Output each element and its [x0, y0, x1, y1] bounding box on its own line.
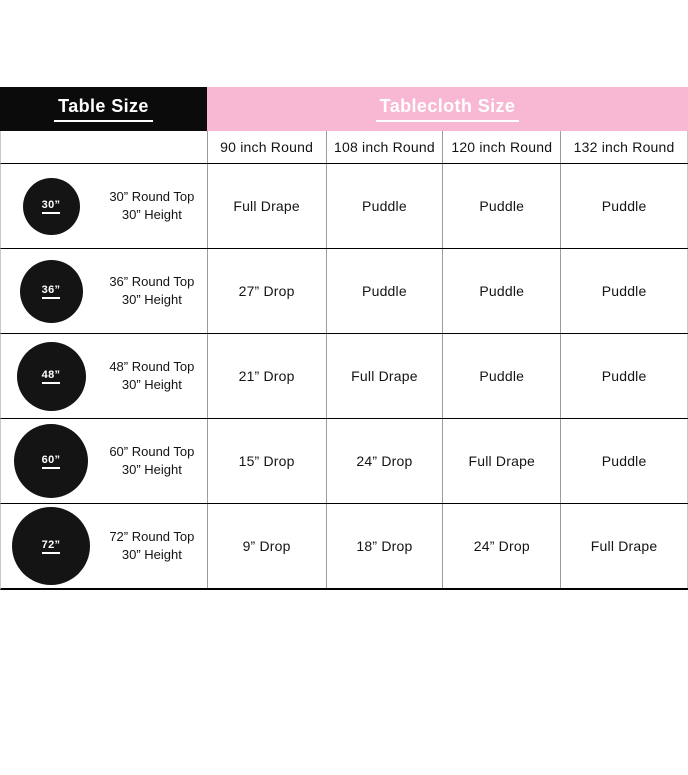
fit-cell-30-90: Full Drape [208, 164, 327, 248]
table-icon-wrap [1, 260, 101, 323]
fit-cell-30-120: Puddle [443, 164, 561, 248]
table-size-cell-60 [1, 419, 208, 503]
table-diameter-label: 48” [42, 369, 61, 384]
table-description-line1: 36” Round Top [109, 274, 195, 289]
column-header-row [0, 131, 688, 164]
round-table-72-icon [12, 507, 90, 585]
table-description [101, 358, 207, 394]
table-size-cell-72 [1, 504, 208, 588]
tablecloth-sizing-chart [0, 87, 688, 590]
column-header-spacer [1, 131, 208, 163]
table-row-30 [0, 164, 688, 249]
table-description [101, 188, 207, 224]
fit-cell-48-90: 21” Drop [208, 334, 327, 418]
fit-cell-60-90: 15” Drop [208, 419, 327, 503]
fit-cell-72-132: Full Drape [561, 504, 688, 588]
table-size-cell-48 [1, 334, 208, 418]
fit-cell-36-120: Puddle [443, 249, 561, 333]
table-description-line2: 30” Height [121, 547, 182, 562]
column-header-90-inch: 90 inch Round [208, 131, 327, 163]
table-diameter-label: 30” [42, 199, 61, 214]
table-icon-wrap [1, 178, 101, 235]
table-description-line1: 30” Round Top [109, 189, 195, 204]
table-row-48 [0, 334, 688, 419]
round-table-30-icon [23, 178, 80, 235]
table-description-line1: 60” Round Top [109, 444, 195, 459]
table-description [101, 443, 207, 479]
fit-cell-60-132: Puddle [561, 419, 688, 503]
fit-cell-72-90: 9” Drop [208, 504, 327, 588]
fit-cell-60-108: 24” Drop [327, 419, 444, 503]
table-row-60 [0, 419, 688, 504]
fit-cell-48-108: Full Drape [327, 334, 444, 418]
table-size-header-label: Table Size [54, 96, 153, 122]
fit-cell-36-108: Puddle [327, 249, 444, 333]
table-row-36 [0, 249, 688, 334]
table-description-line1: 48” Round Top [109, 359, 195, 374]
table-size-cell-30 [1, 164, 208, 248]
column-header-108-inch: 108 inch Round [327, 131, 444, 163]
table-size-cell-36 [1, 249, 208, 333]
table-description-line2: 30” Height [121, 462, 182, 477]
round-table-60-icon [14, 424, 88, 498]
fit-cell-36-132: Puddle [561, 249, 688, 333]
table-diameter-label: 60” [42, 454, 61, 469]
round-table-48-icon [17, 342, 86, 411]
table-icon-wrap [1, 424, 101, 498]
fit-cell-48-120: Puddle [443, 334, 561, 418]
fit-cell-30-132: Puddle [561, 164, 688, 248]
table-description-line2: 30” Height [121, 207, 182, 222]
table-diameter-label: 72” [42, 539, 61, 554]
fit-cell-72-108: 18” Drop [327, 504, 444, 588]
fit-cell-30-108: Puddle [327, 164, 444, 248]
column-header-120-inch: 120 inch Round [443, 131, 561, 163]
fit-cell-72-120: 24” Drop [443, 504, 561, 588]
chart-header-band [0, 87, 688, 131]
table-description-line1: 72” Round Top [109, 529, 195, 544]
table-size-header [0, 87, 207, 131]
table-icon-wrap [1, 507, 101, 585]
table-description-line2: 30” Height [121, 377, 182, 392]
table-description-line2: 30” Height [121, 292, 182, 307]
round-table-36-icon [20, 260, 83, 323]
column-header-132-inch: 132 inch Round [561, 131, 688, 163]
table-description [101, 528, 207, 564]
fit-cell-36-90: 27” Drop [208, 249, 327, 333]
tablecloth-size-header [207, 87, 688, 131]
table-diameter-label: 36” [42, 284, 61, 299]
fit-cell-48-132: Puddle [561, 334, 688, 418]
tablecloth-size-header-label: Tablecloth Size [376, 96, 520, 122]
fit-cell-60-120: Full Drape [443, 419, 561, 503]
table-row-72 [0, 504, 688, 590]
table-description [101, 273, 207, 309]
table-icon-wrap [1, 342, 101, 411]
